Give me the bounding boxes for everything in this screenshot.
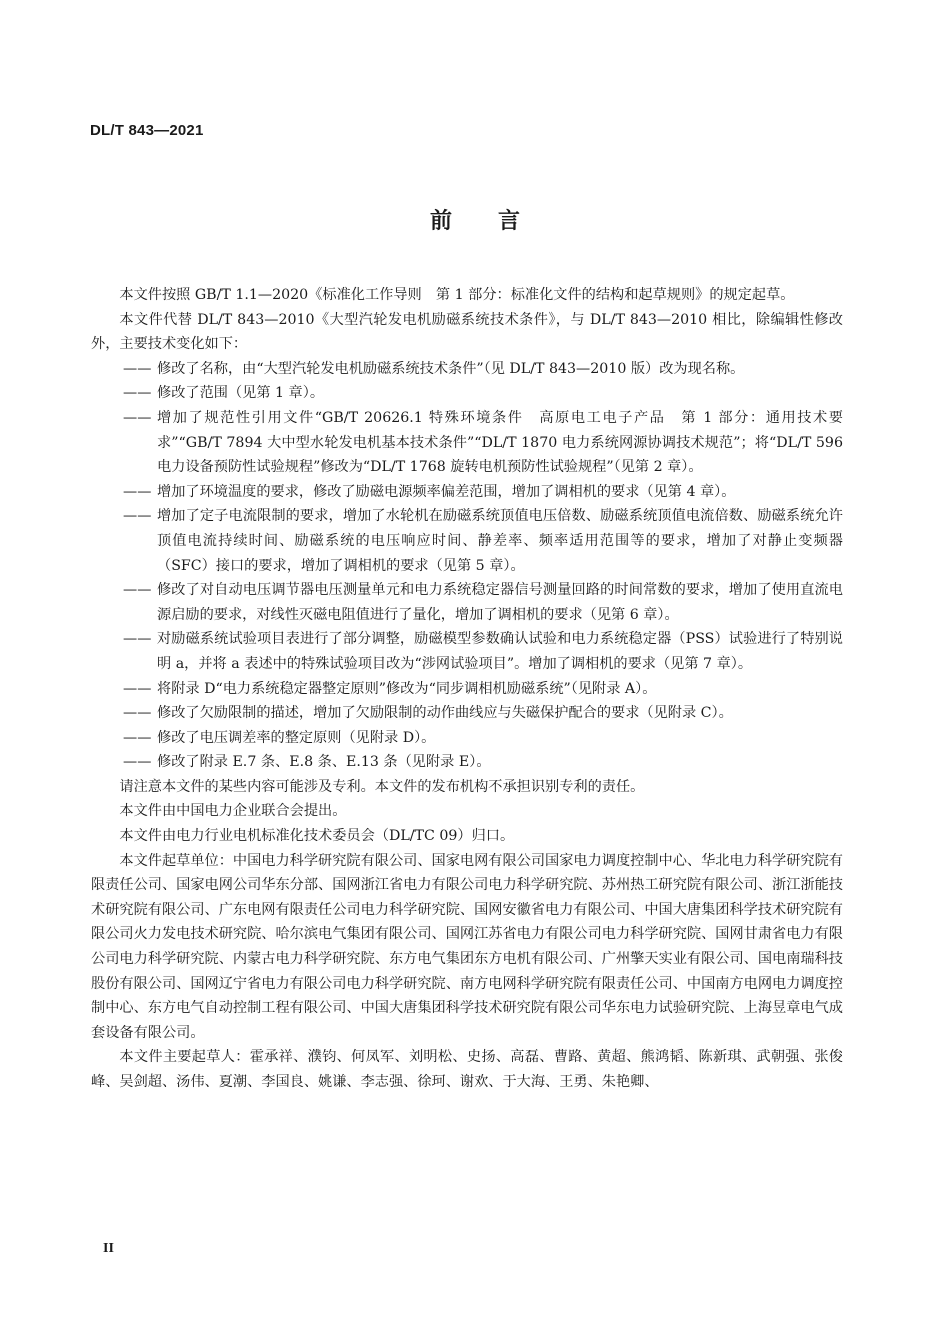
dash-marker: —— [123,483,152,500]
page-number: II [103,1241,114,1256]
list-item-text: 增加了定子电流限制的要求，增加了水轮机在励磁系统顶值电压倍数、励磁系统顶值电流倍数、励磁系统允许顶值电流持续时间、励磁系统的电压响应时间、静差率、频率适用范围等的要求，增加了对静止变频器（SFC）接口的要求，增加了调相机的要求（见第 5 章）。 [157,508,843,574]
list-item [123,677,843,702]
page-title: 前言 [429,209,566,234]
list-item [123,750,843,775]
dash-marker: —— [123,631,152,648]
list-item-text: 增加了规范性引用文件“GB/T 20626.1 特殊环境条件 高原电工电子产品 第 1 部分：通用技术要求”“GB/T 7894 大中型水轮发电机基本技术条件”“DL/T 1870 电力系统网源协调技术规范”；将“DL/T 596 电力设备预防性试验规程”修改为“DL/T 1768 旋转电机预防性试验规程”（见第 2 章）。 [157,409,843,476]
list-item [123,357,843,382]
list-item [123,701,843,726]
committee-paragraph: 本文件由电力行业电机标准化技术委员会（DL/TC 09）归口。 [119,828,515,845]
dash-marker: —— [123,508,152,525]
proposer-paragraph: 本文件由中国电力企业联合会提出。 [119,803,347,820]
dash-marker: —— [123,705,152,722]
intro-paragraph: 本文件代替 DL/T 843—2010《大型汽轮发电机励磁系统技术条件》，与 DL/T 843—2010 相比，除编辑性修改外，主要技术变化如下： [91,311,843,353]
dash-marker: —— [123,680,152,697]
list-item-text: 对励磁系统试验项目表进行了部分调整，励磁模型参数确认试验和电力系统稳定器（PSS）试验进行了特别说明 a，并将 a 表述中的特殊试验项目改为“涉网试验项目”。增加了调相机的要求（见第 7 章）。 [157,631,843,672]
list-item [123,504,843,578]
list-item-text: 修改了欠励限制的描述，增加了欠励限制的动作曲线应与失磁保护配合的要求（见附录 C）。 [157,705,733,722]
dash-marker: —— [123,729,152,746]
dash-marker: —— [123,360,152,377]
drafting-units-paragraph: 本文件起草单位：中国电力科学研究院有限公司、国家电网有限公司国家电力调度控制中心、华北电力科学研究院有限责任公司、国家电网公司华东分部、国网浙江省电力有限公司电力科学研究院、苏州热工研究院有限公司、浙江浙能技术研究院有限公司、广东电网有限责任公司电力科学研究院、国网安徽省电力有限公司、中国大唐集团科学技术研究院有限公司火力发电技术研究院、哈尔滨电气集团有限公司、国网江苏省电力有限公司电力科学研究院、国网甘肃省电力有限公司电力科学研究院、内蒙古电力科学研究院、东方电气集团东方电机有限公司、广州擎天实业有限公司、国电南瑞科技股份有限公司、国网辽宁省电力有限公司电力科学研究院、南方电网科学研究院有限责任公司、中国南方电网电力调度控制中心、东方电气自动控制工程有限公司、中国大唐集团科学技术研究院有限公司华东电力试验研究院、上海昱章电气成套设备有限公司。 [91,852,843,1041]
document-code: DL/T 843—2021 [90,122,204,139]
list-item [123,627,843,676]
list-item [123,406,843,480]
dash-marker: —— [123,582,152,599]
list-item-text: 修改了范围（见第 1 章）。 [157,385,325,402]
dash-marker: —— [123,409,152,426]
list-item-text: 增加了环境温度的要求，修改了励磁电源频率偏差范围，增加了调相机的要求（见第 4 章）。 [157,483,736,500]
list-item [123,578,843,627]
list-item-text: 修改了电压调差率的整定原则（见附录 D）。 [157,729,436,746]
list-item [123,381,843,406]
drafters-paragraph: 本文件主要起草人：霍承祥、濮钧、何凤军、刘明松、史扬、高磊、曹路、黄超、熊鸿韬、陈新琪、武朝强、张俊峰、吴剑超、汤伟、夏潮、李国良、姚谦、李志强、徐珂、谢欢、于大海、王勇、朱艳卿、 [91,1049,843,1090]
list-item-text: 修改了名称，由“大型汽轮发电机励磁系统技术条件”（见 DL/T 843—2010 版）改为现名称。 [157,360,745,377]
list-item-text: 修改了对自动电压调节器电压测量单元和电力系统稳定器信号测量回路的时间常数的要求，增加了使用直流电源启励的要求，对线性灭磁电阻值进行了量化，增加了调相机的要求（见第 6 章）。 [157,582,843,623]
list-item [123,480,843,505]
list-item-text: 修改了附录 E.7 条、E.8 条、E.13 条（见附录 E）。 [157,754,491,771]
intro-paragraph: 本文件按照 GB/T 1.1—2020《标准化工作导则 第 1 部分：标准化文件的结构和起草规则》的规定起草。 [119,287,795,303]
list-item-text: 将附录 D“电力系统稳定器整定原则”修改为“同步调相机励磁系统”（见附录 A）。 [157,680,657,697]
list-item [123,726,843,751]
dash-marker: —— [123,754,152,771]
dash-marker: —— [123,385,152,402]
foreword-body [91,283,843,1095]
patent-notice-paragraph: 请注意本文件的某些内容可能涉及专利。本文件的发布机构不承担识别专利的责任。 [119,778,645,795]
changes-list [91,357,843,775]
